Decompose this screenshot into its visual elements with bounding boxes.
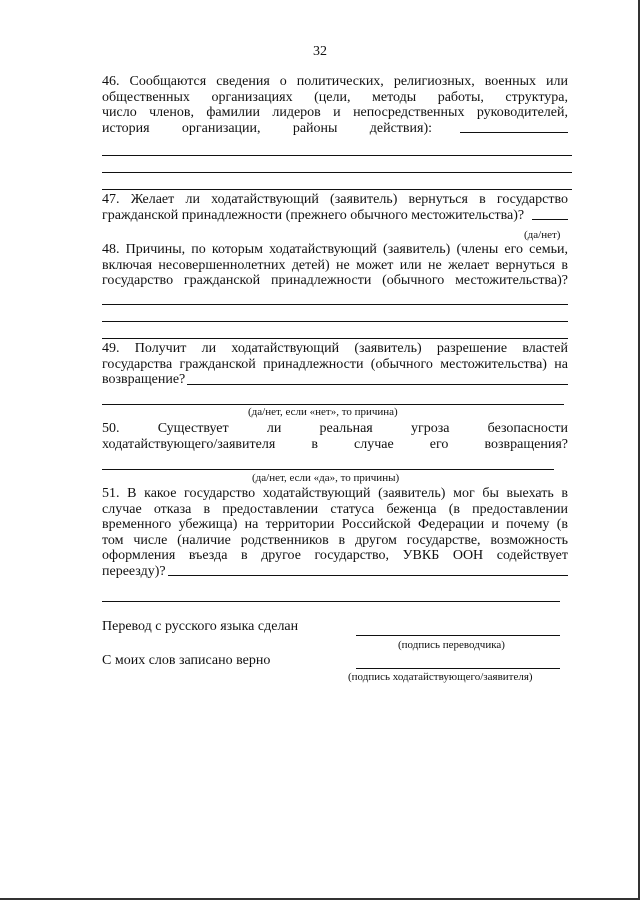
recorded-label: С моих слов записано верно (102, 653, 271, 668)
question-48-answer-line-2[interactable] (102, 321, 568, 322)
question-46-answer-line-2[interactable] (102, 172, 572, 173)
question-49-answer-row (102, 372, 568, 388)
question-46-answer-line-1[interactable] (102, 155, 572, 156)
page-number: 32 (313, 44, 327, 59)
question-51-line-4: том числе (наличие родственников в другом государстве, возможность (102, 532, 568, 548)
question-49-answer-field[interactable] (187, 384, 568, 385)
question-50-hint: (да/нет, если «да», то причины) (252, 472, 400, 484)
question-51-line-5: оформления въезда в другое государство, УВКБ ООН содействует (102, 548, 568, 563)
question-46-answer-line-3[interactable] (102, 189, 572, 190)
question-49-answer-line[interactable] (102, 404, 564, 405)
question-51-line-2: случае отказа в предоставлении статуса беженца (в предоставлении (102, 501, 568, 517)
translator-signature-hint: (подпись переводчика) (398, 639, 505, 651)
question-50-line-1: 50. Существует ли реальная угроза безопасности (102, 421, 568, 436)
question-49-line-2: государства гражданской принадлежности (обычного местожительства) на (102, 356, 568, 372)
question-50 (102, 421, 568, 452)
translator-signature-line[interactable] (356, 635, 560, 636)
question-51-answer-line[interactable] (102, 601, 560, 602)
question-49 (102, 341, 568, 388)
question-49-line-1: 49. Получит ли ходатайствующий (заявитель) разрешение властей (102, 341, 568, 356)
question-46 (102, 74, 568, 136)
question-51-answer-row (102, 564, 568, 580)
question-46-line-1: 46. Сообщаются сведения о политических, религиозных, военных или (102, 74, 568, 89)
question-48-line-2: включая несовершеннолетних детей) не может или не желает вернуться в (102, 257, 568, 273)
question-47-hint: (да/нет) (524, 229, 561, 241)
question-48 (102, 242, 568, 289)
question-51-line-3: временного убежища) на территории Российской Федерации и почему (в (102, 517, 568, 532)
question-51 (102, 486, 568, 579)
question-49-line-3: возвращение? (102, 372, 186, 387)
question-50-line-2: ходатайствующего/заявителя в случае его возвращения? (102, 436, 568, 452)
question-51-line-1: 51. В какое государство ходатайствующий (заявитель) мог бы выехать в (102, 486, 568, 501)
question-48-answer-line-3[interactable] (102, 338, 568, 339)
question-49-hint: (да/нет, если «нет», то причина) (248, 406, 398, 418)
question-47-answer-row (102, 208, 568, 224)
question-46-last-row (102, 121, 568, 137)
applicant-signature-line[interactable] (356, 668, 560, 669)
question-48-answer-line-1[interactable] (102, 304, 568, 305)
question-47-line-2: гражданской принадлежности (прежнего обычного местожительства)? (102, 207, 525, 223)
question-48-line-1: 48. Причины, по которым ходатайствующий (заявитель) (члены его семьи, (102, 242, 568, 257)
translation-label: Перевод с русского языка сделан (102, 619, 299, 634)
applicant-signature-hint: (подпись ходатайствующего/заявителя) (348, 671, 533, 683)
question-47 (102, 192, 568, 223)
question-50-answer-line[interactable] (102, 469, 554, 470)
question-47-answer-field[interactable] (532, 219, 568, 220)
question-51-answer-field[interactable] (168, 575, 568, 576)
question-51-line-6: переезду)? (102, 563, 166, 579)
question-47-line-1: 47. Желает ли ходатайствующий (заявитель) вернуться в государство (102, 192, 568, 207)
question-46-line-4: история организации, районы действия): (102, 120, 432, 136)
question-46-line-3: число членов, фамилии лидеров и непосредственных руководителей, (102, 105, 568, 120)
question-46-answer-field[interactable] (460, 132, 568, 133)
question-48-line-3: государство гражданской принадлежности (обычного местожительства)? (102, 273, 568, 288)
question-46-line-2: общественных организациях (цели, методы работы, структура, (102, 89, 568, 105)
